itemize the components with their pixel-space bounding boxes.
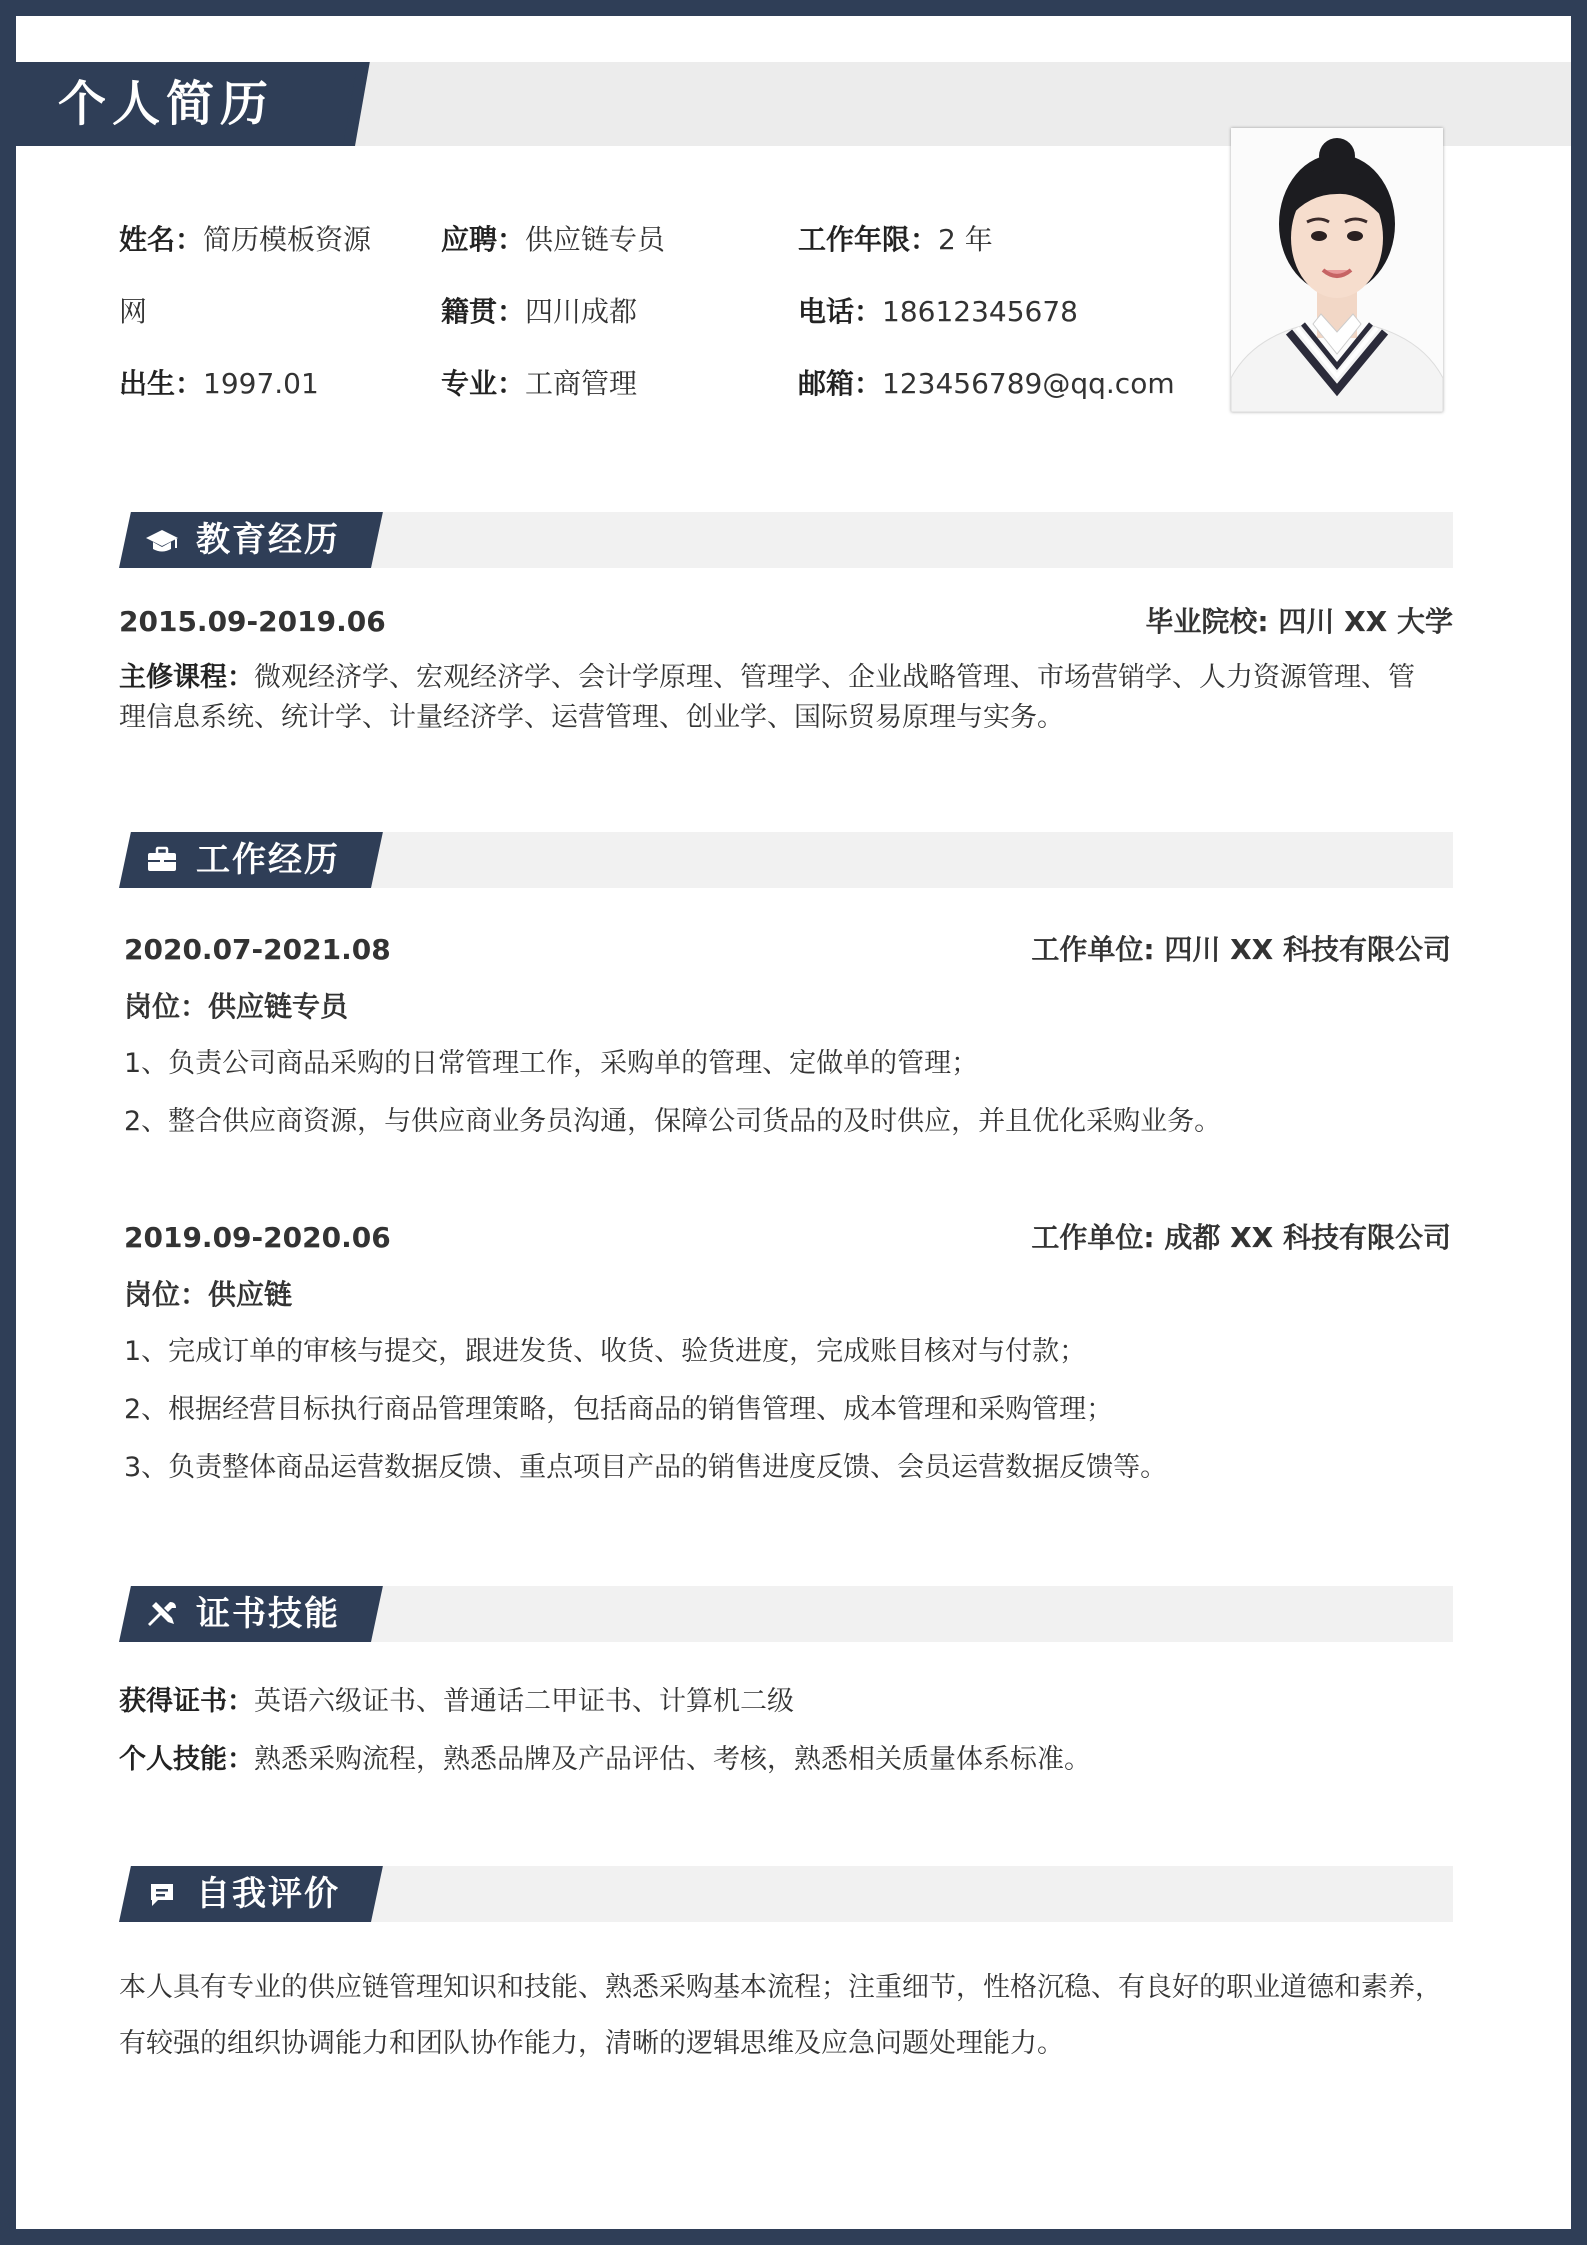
job-2-duty-3: 3、负责整体商品运营数据反馈、重点项目产品的销售进度反馈、会员运营数据反馈等。: [124, 1452, 1168, 1483]
skills-heading: 证书技能: [196, 1594, 340, 1634]
job-2-period: 2019.09-2020.06: [124, 1221, 391, 1254]
courses-text: 微观经济学、宏观经济学、会计学原理、管理学、企业战略管理、市场营销学、人力资源管理、管理信息系统、统计学、计量经济学、运营管理、创业学、国际贸易原理与实务。: [119, 662, 1415, 733]
certificates-label: 获得证书：: [119, 1686, 254, 1717]
education-school: 毕业院校: 四川 XX 大学: [1145, 605, 1453, 638]
job-1-duty-1: 1、负责公司商品采购的日常管理工作，采购单的管理、定做单的管理；: [124, 1048, 979, 1079]
name-value-wrap: 网: [119, 295, 148, 328]
info-years: [798, 220, 993, 260]
job-value: 供应链专员: [525, 223, 666, 256]
education-heading: 教育经历: [196, 520, 340, 560]
job-1-position: 岗位：供应链专员: [124, 990, 349, 1023]
portrait-illustration: [1231, 128, 1443, 412]
info-name: [119, 220, 371, 260]
education-courses: [119, 658, 1439, 738]
job-2-position: 岗位：供应链: [124, 1278, 293, 1311]
info-origin: [441, 292, 637, 332]
comment-icon: [134, 1866, 190, 1922]
name-value: 简历模板资源: [203, 223, 372, 256]
education-period: 2015.09-2019.06: [119, 605, 386, 638]
job-label: 应聘：: [441, 223, 526, 256]
info-phone: [798, 292, 1078, 332]
work-heading: 工作经历: [196, 840, 340, 880]
self-eval-heading: 自我评价: [196, 1874, 340, 1914]
self-eval-text: 本人具有专业的供应链管理知识和技能、熟悉采购基本流程；注重细节，性格沉稳、有良好的职业道德和素养，有较强的组织协调能力和团队协作能力，清晰的逻辑思维及应急问题处理能力。: [119, 1972, 1442, 2059]
name-label: 姓名：: [119, 223, 204, 256]
work-header-band: [366, 832, 1453, 888]
major-value: 工商管理: [525, 367, 638, 400]
email-label: 邮箱：: [798, 367, 883, 400]
skills-text: 熟悉采购流程，熟悉品牌及产品评估、考核，熟悉相关质量体系标准。: [254, 1744, 1091, 1775]
years-value: 2 年: [938, 223, 993, 256]
certificates-line: [119, 1682, 794, 1722]
phone-value: 18612345678: [882, 295, 1078, 328]
courses-label: 主修课程：: [119, 662, 254, 693]
profile-photo: [1231, 128, 1443, 412]
page-title: 个人简历: [58, 76, 275, 132]
major-label: 专业：: [441, 367, 526, 400]
education-header-band: [366, 512, 1453, 568]
certificates-text: 英语六级证书、普通话二甲证书、计算机二级: [254, 1686, 794, 1717]
info-major: [441, 364, 637, 404]
skills-line: [119, 1740, 1091, 1780]
briefcase-icon: [134, 832, 190, 888]
phone-label: 电话：: [798, 295, 883, 328]
years-label: 工作年限：: [798, 223, 939, 256]
email-value: 123456789@qq.com: [882, 367, 1175, 400]
birth-value: 1997.01: [203, 367, 319, 400]
graduation-cap-icon: [134, 512, 190, 568]
self-eval-header-band: [366, 1866, 1453, 1922]
job-2-duty-1: 1、完成订单的审核与提交，跟进发货、收货、验货进度，完成账目核对与付款；: [124, 1336, 1087, 1367]
origin-label: 籍贯：: [441, 295, 526, 328]
skills-header-band: [366, 1586, 1453, 1642]
info-birth: [119, 364, 319, 404]
job-2-company: 工作单位: 成都 XX 科技有限公司: [1031, 1221, 1451, 1254]
skills-label: 个人技能：: [119, 1744, 254, 1775]
info-name-wrap: [119, 292, 147, 332]
job-1-duty-2: 2、整合供应商资源，与供应商业务员沟通，保障公司货品的及时供应，并且优化采购业务。: [124, 1106, 1222, 1137]
job-1-company: 工作单位: 四川 XX 科技有限公司: [1031, 933, 1451, 966]
job-2-duty-2: 2、根据经营目标执行商品管理策略，包括商品的销售管理、成本管理和采购管理；: [124, 1394, 1114, 1425]
info-email: [798, 364, 1175, 404]
origin-value: 四川成都: [525, 295, 638, 328]
job-1-period: 2020.07-2021.08: [124, 933, 391, 966]
resume-page: [16, 16, 1571, 2229]
info-job: [441, 220, 665, 260]
birth-label: 出生：: [119, 367, 204, 400]
tools-icon: [134, 1586, 190, 1642]
